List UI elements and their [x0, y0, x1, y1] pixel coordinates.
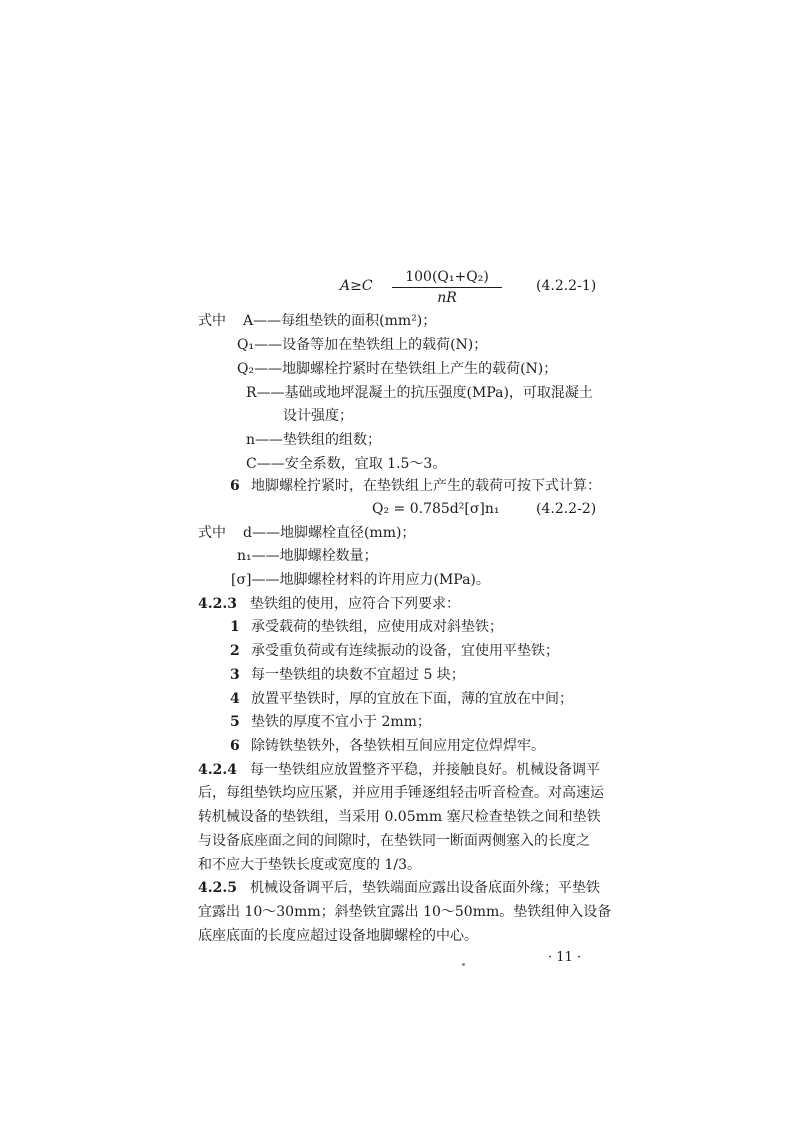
section-4-2-4-line: 转机械设备的垫铁组，当采用 0.05mm 塞尺检查垫铁之间和垫铁 — [198, 809, 601, 825]
list-item-number: 6 — [230, 738, 240, 754]
section-4-2-4-line: 和不应大于垫铁长度或宽度的 1/3。 — [198, 857, 421, 873]
def-c: C——安全系数，宜取 1.5～3。 — [246, 456, 447, 472]
formula-number-2: (4.2.2-2) — [536, 501, 597, 517]
def-r: R——基础或地坪混凝土的抗压强度(MPa)，可取混凝土 — [246, 385, 593, 401]
formula-lhs: A≥C — [340, 278, 373, 294]
formula-4-2-2-1 — [340, 268, 600, 310]
defs-intro: 式中 — [198, 313, 226, 329]
section-4-2-4-number: 4.2.4 — [198, 762, 237, 778]
item-6-number: 6 — [230, 478, 240, 494]
section-4-2-3-text: 垫铁组的使用，应符合下列要求： — [250, 596, 460, 612]
list-item-text: 除铸铁垫铁外，各垫铁相互间应用定位焊焊牢。 — [251, 738, 545, 754]
list-item-number: 1 — [230, 619, 240, 635]
def-q2: Q₂——地脚螺栓拧紧时在垫铁组上产生的载荷(N)； — [237, 361, 558, 377]
list-item-number: 3 — [230, 667, 240, 683]
section-4-2-5-line: 机械设备调平后，垫铁端面应露出设备底面外缘；平垫铁 — [250, 880, 600, 896]
section-4-2-5-line: 底座底面的长度应超过设备地脚螺栓的中心。 — [198, 928, 478, 944]
list-item-number: 2 — [230, 643, 240, 659]
def-r-cont: 设计强度； — [283, 408, 353, 424]
section-4-2-3-number: 4.2.3 — [198, 596, 237, 612]
def-d: d——地脚螺栓直径(mm)； — [243, 525, 416, 541]
section-4-2-4-line: 每一垫铁组应放置整齐平稳，并接触良好。机械设备调平 — [250, 762, 600, 778]
fraction-bar — [392, 287, 502, 288]
formula-numerator: 100(Q₁+Q₂) — [405, 269, 489, 285]
def-q1: Q₁——设备等加在垫铁组上的载荷(N)； — [237, 337, 488, 353]
list-item-text: 承受载荷的垫铁组，应使用成对斜垫铁； — [251, 619, 503, 635]
formula-number: (4.2.2-1) — [536, 278, 597, 294]
section-4-2-4-line: 与设备底座面之间的间隙时，在垫铁同一断面两侧塞入的长度之 — [198, 833, 590, 849]
item-6-text: 地脚螺栓拧紧时，在垫铁组上产生的载荷可按下式计算： — [251, 478, 601, 494]
scan-speck — [462, 963, 465, 966]
section-4-2-4-line: 后，每组垫铁均应压紧，并应用手锤逐组轻击听音检查。对高速运 — [198, 785, 604, 801]
formula-fraction — [392, 268, 502, 307]
section-4-2-5-line: 宜露出 10～30mm；斜垫铁宜露出 10～50mm。垫铁组伸入设备 — [198, 904, 612, 920]
defs2-intro: 式中 — [198, 525, 226, 541]
list-item-text: 放置平垫铁时，厚的宜放在下面，薄的宜放在中间； — [251, 691, 573, 707]
formula-4-2-2-2: Q₂ = 0.785d²[σ]n₁ — [372, 501, 500, 517]
def-n: n——垫铁组的组数； — [246, 432, 382, 448]
list-item-text: 垫铁的厚度不宜小于 2mm； — [251, 714, 431, 730]
list-item-text: 每一垫铁组的块数不宜超过 5 块； — [251, 667, 465, 683]
section-4-2-5-number: 4.2.5 — [198, 880, 237, 896]
def-sigma: [σ]——地脚螺栓材料的许用应力(MPa)。 — [231, 572, 490, 588]
list-item-number: 4 — [230, 691, 240, 707]
formula-denominator: nR — [437, 290, 457, 306]
page-number: · 11 · — [548, 950, 582, 965]
list-item-number: 5 — [230, 714, 240, 730]
def-n1: n₁——地脚螺栓数量； — [237, 548, 378, 564]
def-a: A——每组垫铁的面积(mm²)； — [243, 313, 437, 329]
list-item-text: 承受重负荷或有连续振动的设备，宜使用平垫铁； — [251, 643, 559, 659]
